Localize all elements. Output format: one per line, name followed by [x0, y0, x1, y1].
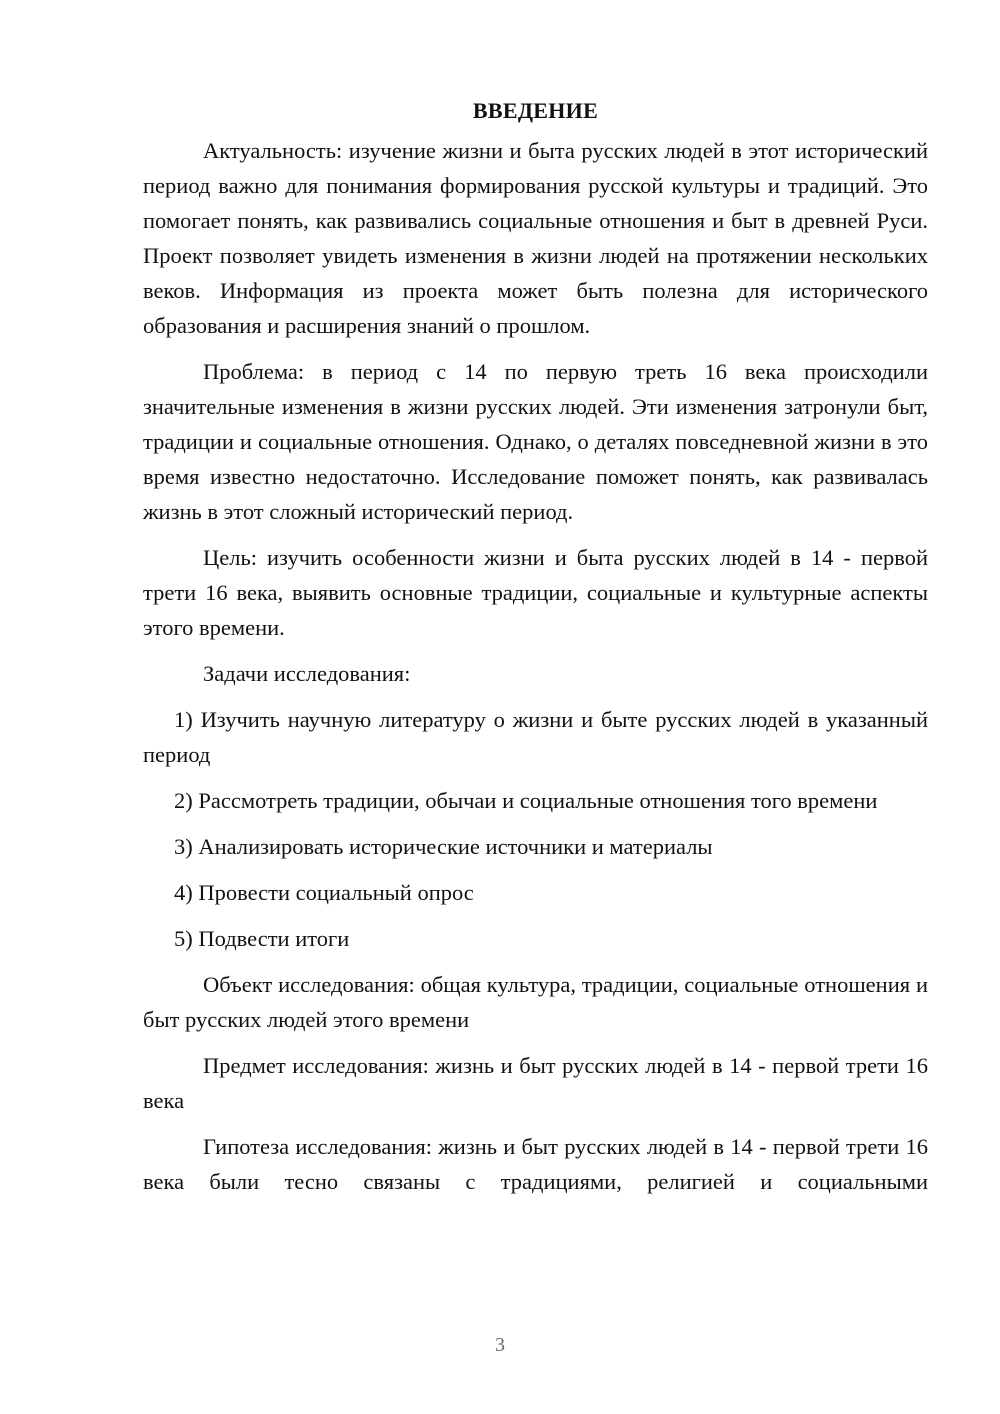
- task-item-1: 1) Изучить научную литературу о жизни и быте русских людей в указанный период: [143, 707, 928, 767]
- paragraph-subject: Предмет исследования: жизнь и быт русских людей в 14 - первой трети 16 века: [143, 1053, 928, 1113]
- task-item-4: 4) Провести социальный опрос: [174, 880, 474, 905]
- paragraph-hypothesis: Гипотеза исследования: жизнь и быт русских людей в 14 - первой трети 16 века были тесно связаны с традициями, религией и социальными: [143, 1134, 928, 1194]
- tasks-list: [143, 702, 928, 956]
- tasks-heading: Задачи исследования:: [203, 661, 411, 686]
- page-title: ВВЕДЕНИЕ: [472, 98, 599, 123]
- paragraph-goal: Цель: изучить особенности жизни и быта русских людей в 14 - первой трети 16 века, выявить основные традиции, социальные и культурные аспекты этого времени.: [143, 545, 928, 640]
- paragraph-object: Объект исследования: общая культура, традиции, социальные отношения и быт русских людей этого времени: [143, 972, 928, 1032]
- task-item-2: 2) Рассмотреть традиции, обычаи и социальные отношения того времени: [174, 788, 878, 813]
- page-content: [143, 96, 928, 1210]
- page-number: 3: [495, 1334, 505, 1356]
- paragraph-problem: Проблема: в период с 14 по первую треть 16 века происходили значительные изменения в жизни русских людей. Эти изменения затронули быт, традиции и социальные отношения. Однако, о деталях повседневной жизни в это время известно недостаточно. Исследование поможет понять, как развивалась жизнь в этот сложный исторический период.: [143, 359, 928, 524]
- task-item-5: 5) Подвести итоги: [174, 926, 350, 951]
- task-item-3: 3) Анализировать исторические источники и материалы: [174, 834, 713, 859]
- paragraph-relevance: Актуальность: изучение жизни и быта русских людей в этот исторический период важно для понимания формирования русской культуры и традиций. Это помогает понять, как развивались социальные отношения и быт в древней Руси. Проект позволяет увидеть изменения в жизни людей на протяжении нескольких веков. Информация из проекта может быть полезна для исторического образования и расширения знаний о прошлом.: [143, 138, 928, 338]
